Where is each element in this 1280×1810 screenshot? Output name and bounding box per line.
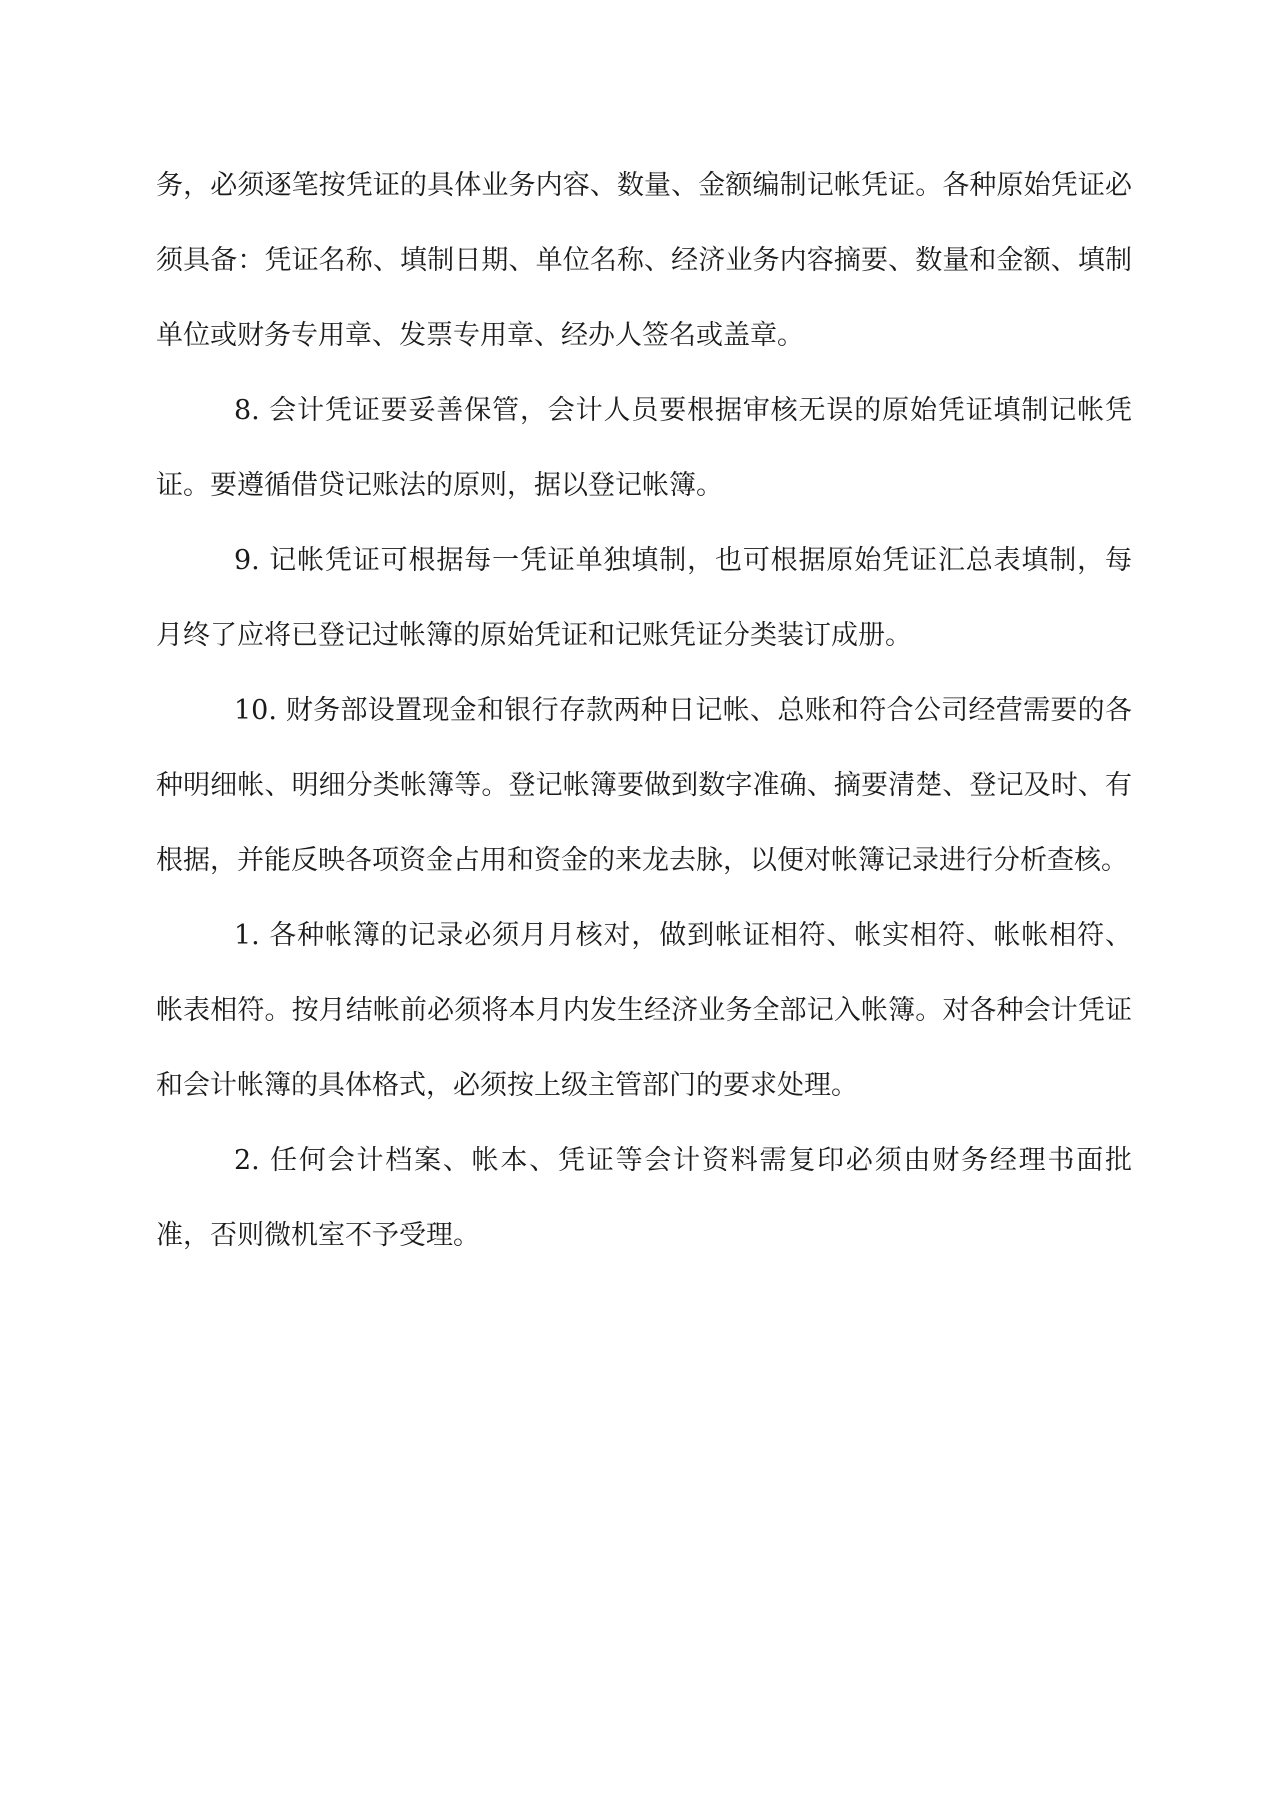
- paragraph-continuation: 务，必须逐笔按凭证的具体业务内容、数量、金额编制记帐凭证。各种原始凭证必须具备：凭证名称、填制日期、单位名称、经济业务内容摘要、数量和金额、填制单位或财务专用章、发票专用章、经办人签名或盖章。: [156, 170, 1132, 351]
- paragraph-item-2: 2. 任何会计档案、帐本、凭证等会计资料需复印必须由财务经理书面批准，否则微机室不予受理。: [156, 1145, 1132, 1251]
- paragraph-item-8: 8. 会计凭证要妥善保管，会计人员要根据审核无误的原始凭证填制记帐凭证。要遵循借贷记账法的原则，据以登记帐簿。: [156, 395, 1132, 501]
- paragraph-item-9: 9. 记帐凭证可根据每一凭证单独填制，也可根据原始凭证汇总表填制，每月终了应将已登记过帐簿的原始凭证和记账凭证分类装订成册。: [156, 545, 1132, 651]
- paragraph-item-1: 1. 各种帐簿的记录必须月月核对，做到帐证相符、帐实相符、帐帐相符、帐表相符。按月结帐前必须将本月内发生经济业务全部记入帐簿。对各种会计凭证和会计帐簿的具体格式，必须按上级主管部门的要求处理。: [156, 920, 1132, 1101]
- paragraph-item-10: 10. 财务部设置现金和银行存款两种日记帐、总账和符合公司经营需要的各种明细帐、明细分类帐簿等。登记帐簿要做到数字准确、摘要清楚、登记及时、有根据，并能反映各项资金占用和资金的来龙去脉，以便对帐簿记录进行分析查核。: [156, 695, 1132, 876]
- document-body: [156, 148, 1132, 1273]
